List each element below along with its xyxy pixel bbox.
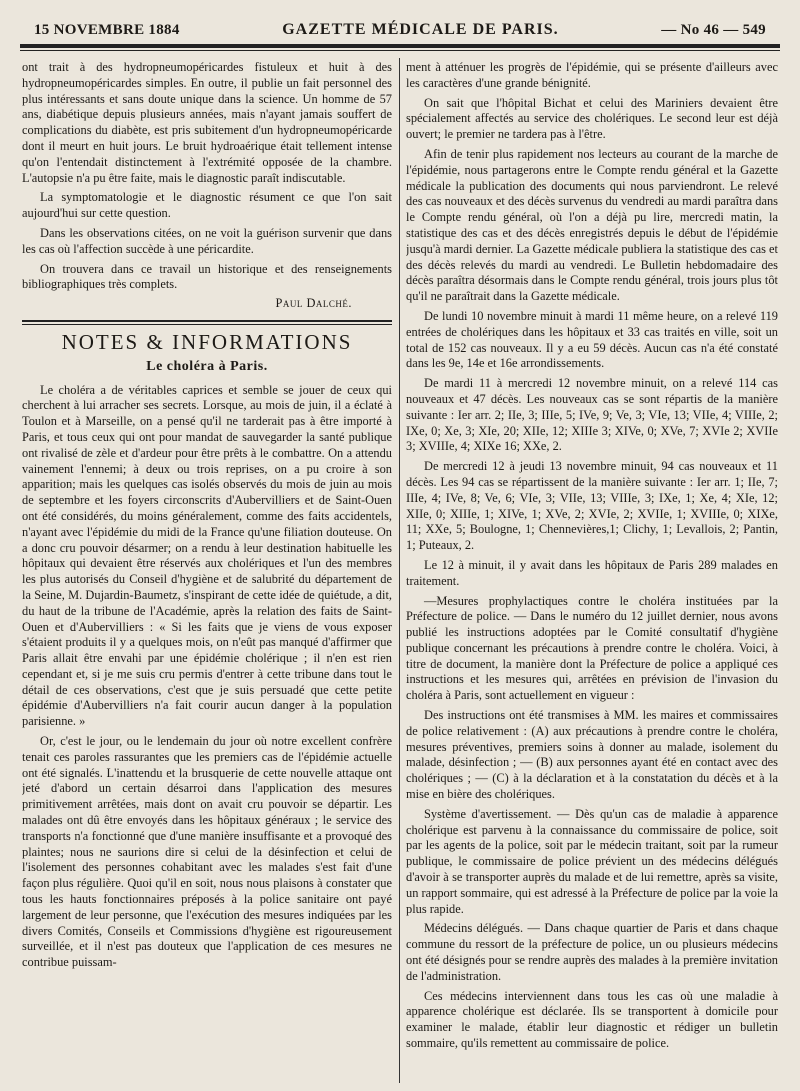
paragraph: De lundi 10 novembre minuit à mardi 11 même heure, on a relevé 119 entrées de cholériques dans les hôpitaux et 33 cas traités en ville, soit un total de 152 cas nouveaux. Il y a eu 59 décès. Aucun cas n'a été constaté dans les 9e, 14e et 16e arrondissements.	[406, 308, 778, 371]
right-column	[406, 60, 778, 1083]
section-rule	[22, 320, 392, 322]
header-rule	[20, 44, 780, 48]
paragraph: On trouvera dans ce travail un historique et des renseignements bibliographiques très complets.	[22, 261, 392, 292]
paragraph: ment à atténuer les progrès de l'épidémie, qui se présente d'ailleurs avec les caractères d'une grande bénignité.	[406, 60, 778, 90]
header-date: 15 NOVEMBRE 1884	[34, 21, 180, 38]
paragraph: La symptomatologie et le diagnostic résument ce que l'on sait aujourd'hui sur cette question.	[22, 190, 392, 221]
paragraph: Afin de tenir plus rapidement nos lecteurs au courant de la marche de l'épidémie, nous partagerons entre le Compte rendu général et la Gazette médicale la publication des documents qui nous parviendront. Le relevé des cas nouveaux et des décès survenus du vendredi au mardi paraîtra dans le Compte rendu général, où l'on a déjà pu lire, mercredi matin, la statistique des cas et des décès enregistrés depuis le début de l'épidémie jusqu'à mardi dernier. La Gazette médicale publiera la statistique des cas et des décès relevés du mardi au vendredi. Le Bulletin hebdomadaire des décès paraîtra désormais dans le Compte rendu général, trois jours plus tôt qu'il ne paraîtrait dans la Gazette médicale.	[406, 146, 778, 304]
paragraph: On sait que l'hôpital Bichat et celui des Mariniers devaient être spécialement affectés au service des cholériques. Le second leur est déjà ouvert; le premier ne tardera pas à l'être.	[406, 95, 778, 142]
paragraph: De mardi 11 à mercredi 12 novembre minuit, on a relevé 114 cas nouveaux et 47 décès. Les nouveaux cas se sont répartis de la manière suivante : Ier arr. 2; IIe, 3; IIIe, 5; IVe, 9; Ve, 3; VIe, 13; VIIe, 4; VIIIe, 2; IXe, 0; Xe, 3; XIe, 20; XIIe, 12; XIIIe 3; XIVe, 0; XVe, 7; XVIe 2; XVIIe 3; XVIIIe, 4; XIXe 16; XXe, 2.	[406, 376, 778, 454]
section-rule-thin	[22, 324, 392, 325]
paragraph: Or, c'est le jour, ou le lendemain du jour où notre excellent confrère tenait ces paroles rassurantes que les premiers cas de l'épidémie actuelle ont été signalés. L'inattendu et la brusquerie de cette nouvelle attaque ont jeté d'abord un certain désarroi dans l'application des mesures primitivement arrêtées, mais dont on avait cru pouvoir se départir. Les malades ont dû être envoyés dans les hôpitaux généraux ; le service des transports n'a fonctionné que d'une manière insuffisante et a provoqué des plaintes; nous ne saurions dire si celui de la désinfection et celui de l'isolement des personnes cohabitant avec les malades s'est fait d'une façon plus régulière. Quoi qu'il en soit, nous nous plaisons à constater que tous les hauts fonctionnaires préposés à la police sanitaire ont payé largement de leur personne, que l'exécution des mesures indiquées par les divers Comités, Conseils et Commissions d'hygiène est rigoureusement surveillée, et il n'est pas douteux que l'application de ces mesures ne contribue puissam-	[22, 734, 392, 970]
left-column	[22, 60, 392, 1083]
paragraph: Le choléra a de véritables caprices et semble se jouer de ceux qui cherchent à lui arracher ses secrets. Lorsque, au mois de juin, il a éclaté à Toulon et à Marseille, on a pensé qu'il ne tarderait pas à être importé à Paris, et tous ceux qui ont pour mandat de sauvegarder la santé publique ont rivalisé de zèle et d'ardeur pour être prêts à le combattre. On a attendu vainement l'ennemi; à deux ou trois reprises, on a pu croire à son apparition; mais les quelques cas isolés observés du mois de juin au mois de septembre et les foyers circonscrits d'Aubervilliers et de Saint-Ouen ont été considérés, du moins généralement, comme des faits accidentels, n'ayant avec l'épidémie du midi de la France qu'une filiation douteuse. On a donc cru pouvoir désarmer; on a rendu à leur destination habituelle les hôpitaux qui devaient être réservés aux cholériques et l'un des membres les plus autorisés du Conseil d'hygiène et de salubrité du département de la Seine, M. Dujardin-Baumetz, s'inspirant de cette idée de quiétude, a dit, du haut de la tribune de l'Académie, après la relation des faits de Saint-Ouen et d'Aubervilliers : « Si les faits que je viens de vous exposer s'étaient produits il y a quelques mois, on n'eût pas manqué d'affirmer que Paris allait être envahi par une épidémie cholérique ; il n'en est rien cependant et, si je me suis cru permis d'entrer à cette tribune dans tout le détail de ces observations, c'est que je suis persuadé que cette petite épidémie d'Aubervilliers n'a fait courir aucun danger à la population parisienne. »	[22, 382, 392, 729]
paragraph: Dans les observations citées, on ne voit la guérison survenir que dans les cas où l'affection succède à une péricardite.	[22, 225, 392, 256]
article-title: Le choléra à Paris.	[146, 358, 268, 374]
section-title: NOTES & INFORMATIONS	[61, 329, 353, 354]
paragraph: ont trait à des hydropneumopéricardes fistuleux et huit à des hydropneumopéricardes simples. En outre, il publie un fait personnel des plus intéressants et sans doute unique dans la science. Un homme de 57 ans, diabétique depuis plusieurs années, mais n'ayant jamais souffert de complications du diabète, est pris subitement d'un hydropneumopéricarde dont il meurt en huit jours. Le bruit hydroaérique était tellement intense qu'on l'entendait distinctement à l'extrémité opposée de la chambre. L'autopsie n'a pu être faite, mais le diagnostic paraît indiscutable.	[22, 60, 392, 185]
paragraph: De mercredi 12 à jeudi 13 novembre minuit, 94 cas nouveaux et 11 décès. Les 94 cas se répartissent de la manière suivante : Ier arr. 1; IIe, 7; IIIe, 4; IVe, 8; Ve, 6; VIe, 3; VIIe, 13; VIIIe, 3; IXe, 1; Xe, 4; XIe, 12; XIIe, 0; XIIIe, 1; XIVe, 1; XVe, 2; XVIe, 2; XVIIe, 1; XVIIIe, 0; XIXe, 11; XXe, 5; Boulogne, 1; Chennevières,1; Clichy, 1; Levallois, 2; Pantin, 1; Puteaux, 2.	[406, 459, 778, 553]
header-rule-thin	[20, 50, 780, 51]
column-divider	[399, 58, 400, 1083]
header-issue: — No 46 — 549	[661, 21, 766, 38]
header-title: GAZETTE MÉDICALE DE PARIS.	[282, 21, 559, 38]
paragraph: Des instructions ont été transmises à MM. les maires et commissaires de police relativement : (A) aux précautions à prendre contre le choléra, mesures préventives, premiers soins à donner au malade, isolement du malade, désinfection ; — (B) aux personnes ayant été en contact avec des cholériques ; — (C) à la déclaration et à la constatation du décès et à la mise en bière des cholériques.	[406, 708, 778, 802]
paragraph: Système d'avertissement. — Dès qu'un cas de maladie à apparence cholérique est parvenu à la connaissance du commissaire de police, soit par les agents de la police, soit par le médecin traitant, soit par la rumeur publique, le commissaire de police prévient un des médecins délégués d'avoir à se transporter auprès du malade et de lui remettre, après sa visite, un rapport sommaire, qui est adressé à la Préfecture de police par la voie la plus rapide.	[406, 806, 778, 916]
paragraph: Médecins délégués. — Dans chaque quartier de Paris et dans chaque commune du ressort de la préfecture de police, un ou plusieurs médecins ont été désignés pour se rendre auprès des malades à la première invitation de l'administration.	[406, 921, 778, 983]
page-header	[34, 18, 766, 42]
paragraph: Le 12 à minuit, il y avait dans les hôpitaux de Paris 289 malades en traitement.	[406, 557, 778, 588]
paragraph: —Mesures prophylactiques contre le choléra instituées par la Préfecture de police. — Dans le numéro du 12 juillet dernier, nous avons publié les instructions adoptées par le Comité consultatif d'hygiène publique concernant les précautions à prendre contre le choléra. Voici, à titre de document, la manière dont la Préfecture de police a appliqué ces instructions et les mesures qui, arrêtées en prévision de l'invasion du choléra à Paris, sont actuellement en vigueur :	[406, 593, 778, 703]
author-signature: Paul Dalché.	[275, 296, 352, 311]
paragraph: Ces médecins interviennent dans tous les cas où une maladie à apparence cholérique est déclarée. Ils se transportent à domicile pour examiner le malade, établir leur diagnostic et rédiger un bulletin sommaire, qu'ils remettent au commissaire de police.	[406, 988, 778, 1051]
